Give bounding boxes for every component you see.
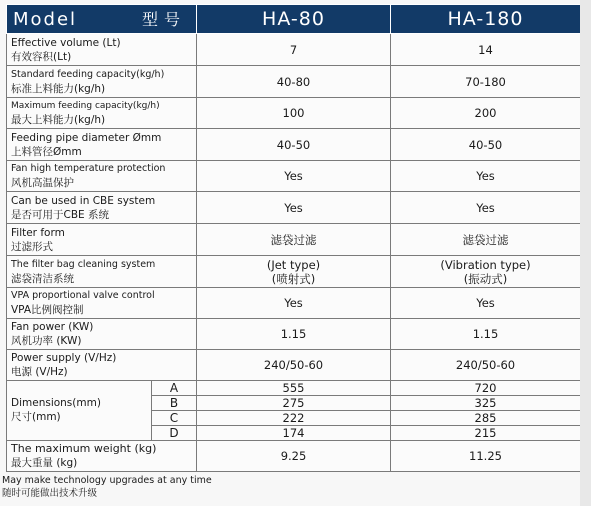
table-row <box>7 98 581 129</box>
value-ha80: 40-50 <box>197 129 391 161</box>
model-ha80-header: HA-80 <box>197 5 391 34</box>
table-row <box>7 441 581 472</box>
table-row <box>7 350 581 381</box>
table-row <box>7 161 581 192</box>
row-label: Feeding pipe diameter Ømm 上料管径Ømm <box>7 129 197 161</box>
dimension-key: A <box>152 381 197 396</box>
row-label: Filter form 过滤形式 <box>7 224 197 256</box>
dimension-key: C <box>152 411 197 426</box>
value-ha180: 285 <box>391 411 581 426</box>
value-ha80: 222 <box>197 411 391 426</box>
model-label-en: Model <box>13 9 78 30</box>
table-row <box>7 34 581 66</box>
row-label: Can be used in CBE system 是否可用于CBE 系统 <box>7 192 197 224</box>
value-ha80: Yes <box>197 288 391 319</box>
value-ha180: Yes <box>391 288 581 319</box>
header-row <box>7 5 581 34</box>
value-ha180: 40-50 <box>391 129 581 161</box>
value-ha180: 11.25 <box>391 441 581 472</box>
row-label: Standard feeding capacity(kg/h) 标准上料能力(kg/h) <box>7 66 197 98</box>
row-label: The maximum weight (kg) 最大重量 (kg) <box>7 441 197 472</box>
table-row <box>7 192 581 224</box>
value-ha80: 240/50-60 <box>197 350 391 381</box>
value-ha80: (Jet type) (喷射式) <box>197 256 391 288</box>
value-ha180: 325 <box>391 396 581 411</box>
model-label-cn: 型号 <box>141 10 186 29</box>
dimensions-label: Dimensions(mm) 尺寸(mm) <box>7 381 152 441</box>
table-row <box>7 319 581 350</box>
value-ha80: Yes <box>197 192 391 224</box>
model-header-cell <box>7 5 197 34</box>
value-ha180: Yes <box>391 161 581 192</box>
value-ha180: 70-180 <box>391 66 581 98</box>
footnote-cn: 随时可能做出技术升级 <box>2 488 98 499</box>
model-ha180-header: HA-180 <box>391 5 581 34</box>
spec-table-wrapper <box>6 4 580 472</box>
footnote <box>2 474 212 500</box>
dimension-key: B <box>152 396 197 411</box>
value-ha180: 200 <box>391 98 581 129</box>
value-ha180: 滤袋过滤 <box>391 224 581 256</box>
value-ha80: 9.25 <box>197 441 391 472</box>
value-ha180: 215 <box>391 426 581 441</box>
value-ha80: 滤袋过滤 <box>197 224 391 256</box>
value-ha80: 40-80 <box>197 66 391 98</box>
dimension-row <box>7 381 581 396</box>
dimension-key: D <box>152 426 197 441</box>
value-ha80: 174 <box>197 426 391 441</box>
value-ha180: 240/50-60 <box>391 350 581 381</box>
value-ha80: 555 <box>197 381 391 396</box>
row-label: The filter bag cleaning system 滤袋清洁系统 <box>7 256 197 288</box>
table-row <box>7 224 581 256</box>
row-label: Maximum feeding capacity(kg/h) 最大上料能力(kg/h) <box>7 98 197 129</box>
spec-table <box>6 4 581 472</box>
value-ha180: 1.15 <box>391 319 581 350</box>
table-row <box>7 256 581 288</box>
value-ha180: Yes <box>391 192 581 224</box>
row-label: Effective volume (Lt) 有效容积(Lt) <box>7 34 197 66</box>
value-ha80: 100 <box>197 98 391 129</box>
footnote-en: May make technology upgrades at any time <box>2 475 212 486</box>
table-row <box>7 288 581 319</box>
row-label: VPA proportional valve control VPA比例阀控制 <box>7 288 197 319</box>
value-ha180: 720 <box>391 381 581 396</box>
row-label: Fan high temperature protection 风机高温保护 <box>7 161 197 192</box>
value-ha180: (Vibration type) (振动式) <box>391 256 581 288</box>
right-edge-strip <box>580 0 591 506</box>
table-row <box>7 129 581 161</box>
table-row <box>7 66 581 98</box>
value-ha80: Yes <box>197 161 391 192</box>
value-ha80: 1.15 <box>197 319 391 350</box>
value-ha80: 7 <box>197 34 391 66</box>
row-label: Fan power (KW) 风机功率 (KW) <box>7 319 197 350</box>
value-ha80: 275 <box>197 396 391 411</box>
row-label: Power supply (V/Hz) 电源 (V/Hz) <box>7 350 197 381</box>
value-ha180: 14 <box>391 34 581 66</box>
